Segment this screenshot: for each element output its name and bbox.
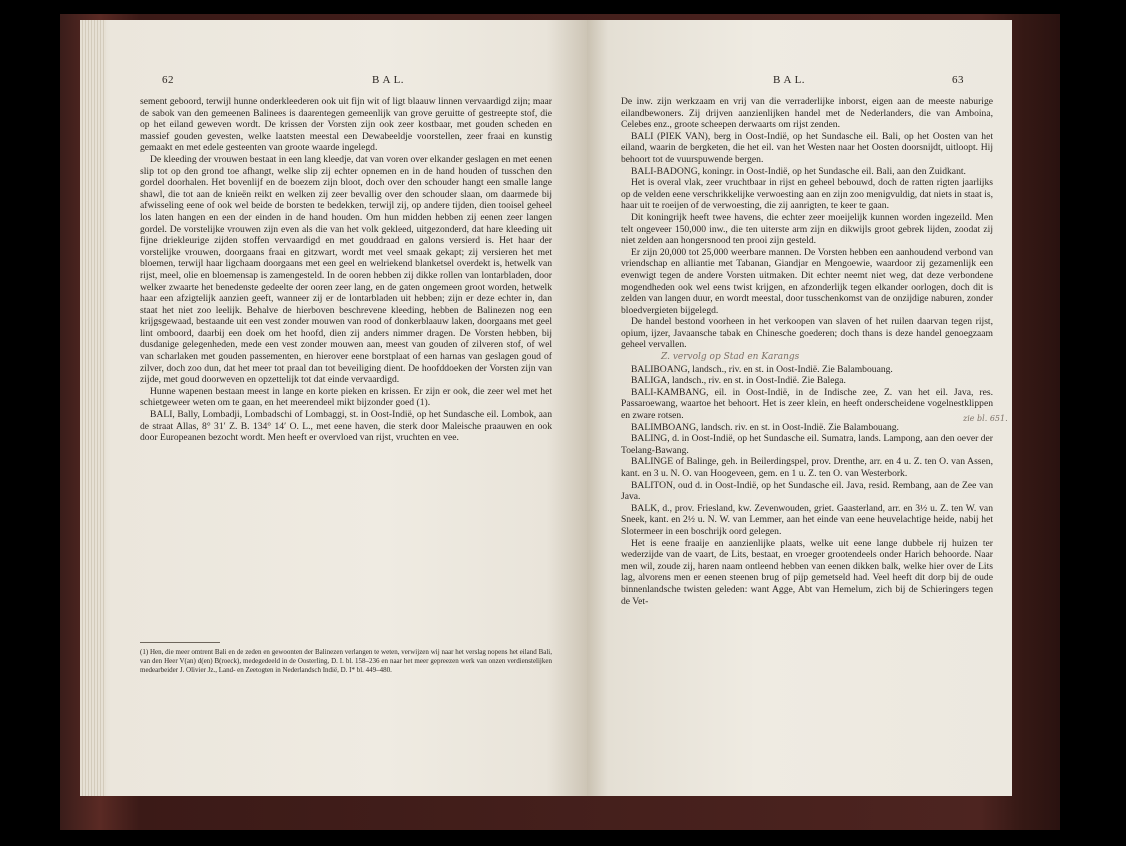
paragraph: De kleeding der vrouwen bestaat in een lang kleedje, dat van voren over elkander geslagen en met eenen slip tot op den grond toe afhangt, welke slip zij echter opnemen en in de hand houden of tusschen den gordel doorhalen. Het bovenlijf en de boezem zijn bloot, doch over den schouder hangt een smalle lange shawl, die tot aan de knieën reikt en welken zij zeer bevallig over den schouder slaan, om daarmede bij afwisseling eene of ook wel beide de borsten te bedekken, terwijl zij, op andere tijden, dien tooisel geheel los laten hangen en een der einden in de hand houden. Om hun midden hebben zij eenen zeer langen gordel. De vorstelijke vrouwen zijn even als die van het volk gekleed, uitgezonderd, dat hare kleeding uit fijne driekleurige zijden stoffen vervaardigd en met gouddraad en galons versierd is. Het haar der vorstelijke vrouwen, doorgaans fraai en gitzwart, wordt met veel smaak gekapt; zij versieren het met bloemen, terwijl haar ligchaam doorgaans met een geel en welriekend blanketsel overdekt is, hetwelk van rijst, meel, olie en bloemensap is zamengesteld. In de ooren hebben zij dikke rollen van lontarbladen, door welker zwaarte het benedenste gedeelte der ooren zeer lang, en de gaten ongemeen groot worden, hetwelk haar een afzigtelijk aanzien geeft, wanneer zij er de lontarbladen uit hebben; zijn er deze echter in, dan staat het niet zoo leelijk. Behalve de hierboven beschrevene kleeding, hebben de Balinezen nog een krijgsgewaad, bestaande uit een vest zonder mouwen van rood of donkerblaauw laken, doorgaans met geel lint omboord, daarbij een doek om het hoofd, dien zij anders nimmer dragen. De Vorsten hebben, bij dusdanige gelegenheden, mede een vest zonder mouwen aan, meest van gouden of zilveren stof, of wel van scharlaken met gouden passementen, en hierover eene borstplaat of een harnas van geslagen goud of zilver, doch zoo dun, dat het meer tot praal dan tot beveiliging dient. De hoofddoeken der Vorsten zijn van zijde, met goud doorweven en opzettelijk tot dat einde vervaardigd.	[140, 153, 552, 386]
handwritten-annotation	[621, 351, 993, 364]
entry-paragraph: BALK, d., prov. Friesland, kw. Zevenwouden, griet. Gaasterland, arr. en 3½ u. Z. ten W. van Sneek, kant. en 2½ u. N. W. van Lemmer, aan het einde van eene heuvelachtige heide, nabij het Slotermeer in een boschrijk oord gelegen.	[621, 502, 993, 537]
entry-paragraph: BALI-KAMBANG, eil. in Oost-Indië, in de Indische zee, Z. van het eil. Java, res. Passaroewang, waartoe het behoort. Het is zeer klein, en heeft onderscheidene vogelnestklippen en zware rotsen.	[621, 386, 993, 422]
margin-annotation: zie bl. 651.	[963, 414, 1008, 423]
entry-paragraph: BALIMBOANG, landsch. riv. en st. in Oost-Indië. Zie Balambouang.	[631, 421, 899, 433]
running-head-right: B A L.	[773, 74, 806, 86]
page-number-left: 62	[162, 74, 174, 86]
right-page	[587, 20, 1012, 796]
paragraph: Hunne wapenen bestaan meest in lange en korte pieken en krissen. Er zijn er ook, die zeer wel met het schietgeweer weten om te gaan, en het meerendeel mikt bijzonder goed (1).	[140, 385, 552, 409]
left-body-text	[140, 96, 552, 444]
paragraph: Dit koningrijk heeft twee havens, die echter zeer moeijelijk kunnen worden ingezeild. Men telt ongeveer 150,000 inw., die ten uiterste arm zijn en dikwijls groot gebrek lijden, zoodat zij niet zelden aan hongersnood ten prooi zijn gesteld.	[621, 211, 993, 247]
paragraph: De handel bestond voorheen in het verkoopen van slaven of het ruilen daarvan tegen rijst, opium, ijzer, Javaansche tabak en Chinesche goederen; doch thans is deze handel genoegzaam geheel vervallen.	[621, 316, 993, 351]
left-page	[80, 20, 587, 796]
page-number-right: 63	[952, 74, 964, 86]
entry-paragraph: BALIBOANG, landsch., riv. en st. in Oost-Indië. Zie Balambouang.	[631, 363, 893, 375]
entry-paragraph: BALITON, oud d. in Oost-Indië, op het Sundasche eil. Java, resid. Rembang, aan de Zee van Java.	[621, 479, 993, 503]
paragraph: Het is overal vlak, zeer vruchtbaar in rijst en geheel bebouwd, doch de ratten rigten jaarlijks op de velden eene verschrikkelijke verwoesting aan en zijn zoo menigvuldig, dat niets in staat is, haar uit te roeijen of de verwoesting, die zij aanrigten, te keer te gaan.	[621, 177, 993, 212]
paragraph: sement geboord, terwijl hunne onderkleederen ook uit fijn wit of ligt blaauw linnen vervaardigd zijn; maar de sabok van den gemeenen Balinees is daarentegen gemeenlijk van grove geruitte of gestreepte stof, die op het eiland geweven wordt. De krissen der Vorsten zijn ook zeer kostbaar, met gouden scheden en massief gouden gevesten, welke laatsten meestal een Dewabeeldje voorstellen, zeer fraai en kunstig gemaakt en met edele gesteenten van groote waarde ingelegd.	[140, 96, 552, 154]
entry-paragraph: BALI-BADONG, koningr. in Oost-Indië, op het Sundasche eil. Bali, aan den Zuidkant.	[631, 165, 966, 177]
footnote-rule	[140, 642, 220, 643]
right-body-text	[621, 96, 993, 607]
entry-paragraph: BALING, d. in Oost-Indië, op het Sundasche eil. Sumatra, lands. Lampong, aan den oever der Toelang-Bawang.	[621, 433, 993, 456]
page-stack-edge	[80, 20, 106, 796]
running-head-left: B A L.	[372, 74, 405, 86]
entry-paragraph: BALI (PIEK VAN), berg in Oost-Indië, op het Sundasche eil. Bali, op het Oosten van het eiland, waarin de bergketen, die het eil. van het Westen naar het Oosten doorsnijdt, uitloopt. Hij behoort tot de vuurspuwende bergen.	[621, 130, 993, 165]
annotation-text: Z. vervolg op Stad en Karangs	[661, 352, 800, 363]
entry-paragraph: BALINGE of Balinge, geh. in Beilerdingspel, prov. Drenthe, arr. en 4 u. Z. ten O. van Assen, kant. en 3 u. N. O. van Hoogeveen, gem. en 1 u. Z. ten O. van Westerbork.	[621, 456, 993, 479]
entry-paragraph: BALIGA, landsch., riv. en st. in Oost-Indië. Zie Balega.	[631, 375, 846, 387]
paragraph: Er zijn 20,000 tot 25,000 weerbare mannen. De Vorsten hebben een aanhoudend verbond van vriendschap en alliantie met Tabanan, Giandjar en Mengoewie, waardoor zij gezamenlijk een evenwigt tegen de andere Vorsten uitmaken. Dit echter neemt niet weg, dat deze verbondene mogendheden ook wel eens twist krijgen, en afzonderlijk tegen elkander oorlogen, doch dit is zelden van langen duur, en wordt meestal, door tusschenkomst van de onzijdige naburen, zonder bloedvergieten bijgelegd.	[621, 246, 993, 316]
footnote: (1) Hen, die meer omtrent Bali en de zeden en gewoonten der Balinezen verlangen te weten, verwijzen wij naar het verslag nopens het eiland Bali, van den Heer V(an) d(en) B(roeck), medegedeeld in de Oosterling, D. I. bl. 158–236 en naar het meer gepreezen werk van onzen verdienstelijken medearbeider J. Olivier Jz., Land- en Zeetogten in Nederlandsch Indië, D. I* bl. 449–480.	[140, 648, 552, 674]
paragraph: Het is eene fraaije en aanzienlijke plaats, welke uit eene lange dubbele rij huizen ter wederzijde van de vaart, de Lits, bestaat, en vroeger grootendeels onder Harich behoorde. Naar men wil, zoude zij, haren naam ontleend hebben van eenen dikken balk, welke hier over de Lits lag, alvorens men er eenen steenen brug of pijp gemetseld had. Veel heeft dit dorp bij de oude binnenlandsche twisten geleden: want Agge, Abt van Hemelum, zich bij de Schieringers tegen de Vet-	[621, 537, 993, 607]
paragraph: De inw. zijn werkzaam en vrij van die verraderlijke inborst, eigen aan de meeste naburige eilandbewoners. Zij drijven aanzienlijken handel met de Nederlanders, die van Amboina, Celebes enz., groote scheepen derwaarts om rijst zenden.	[621, 96, 993, 131]
paragraph: BALI, Bally, Lombadji, Lombadschi of Lombaggi, st. in Oost-Indië, op het Sundasche eil. Lombok, aan de straat Allas, 8° 31′ Z. B. 134° 14′ O. L., met eene haven, die sterk door Maleische praauwen en ook door Europeanen bezocht wordt. Men heeft er overvloed van rijst, vruchten en vee.	[140, 409, 552, 444]
